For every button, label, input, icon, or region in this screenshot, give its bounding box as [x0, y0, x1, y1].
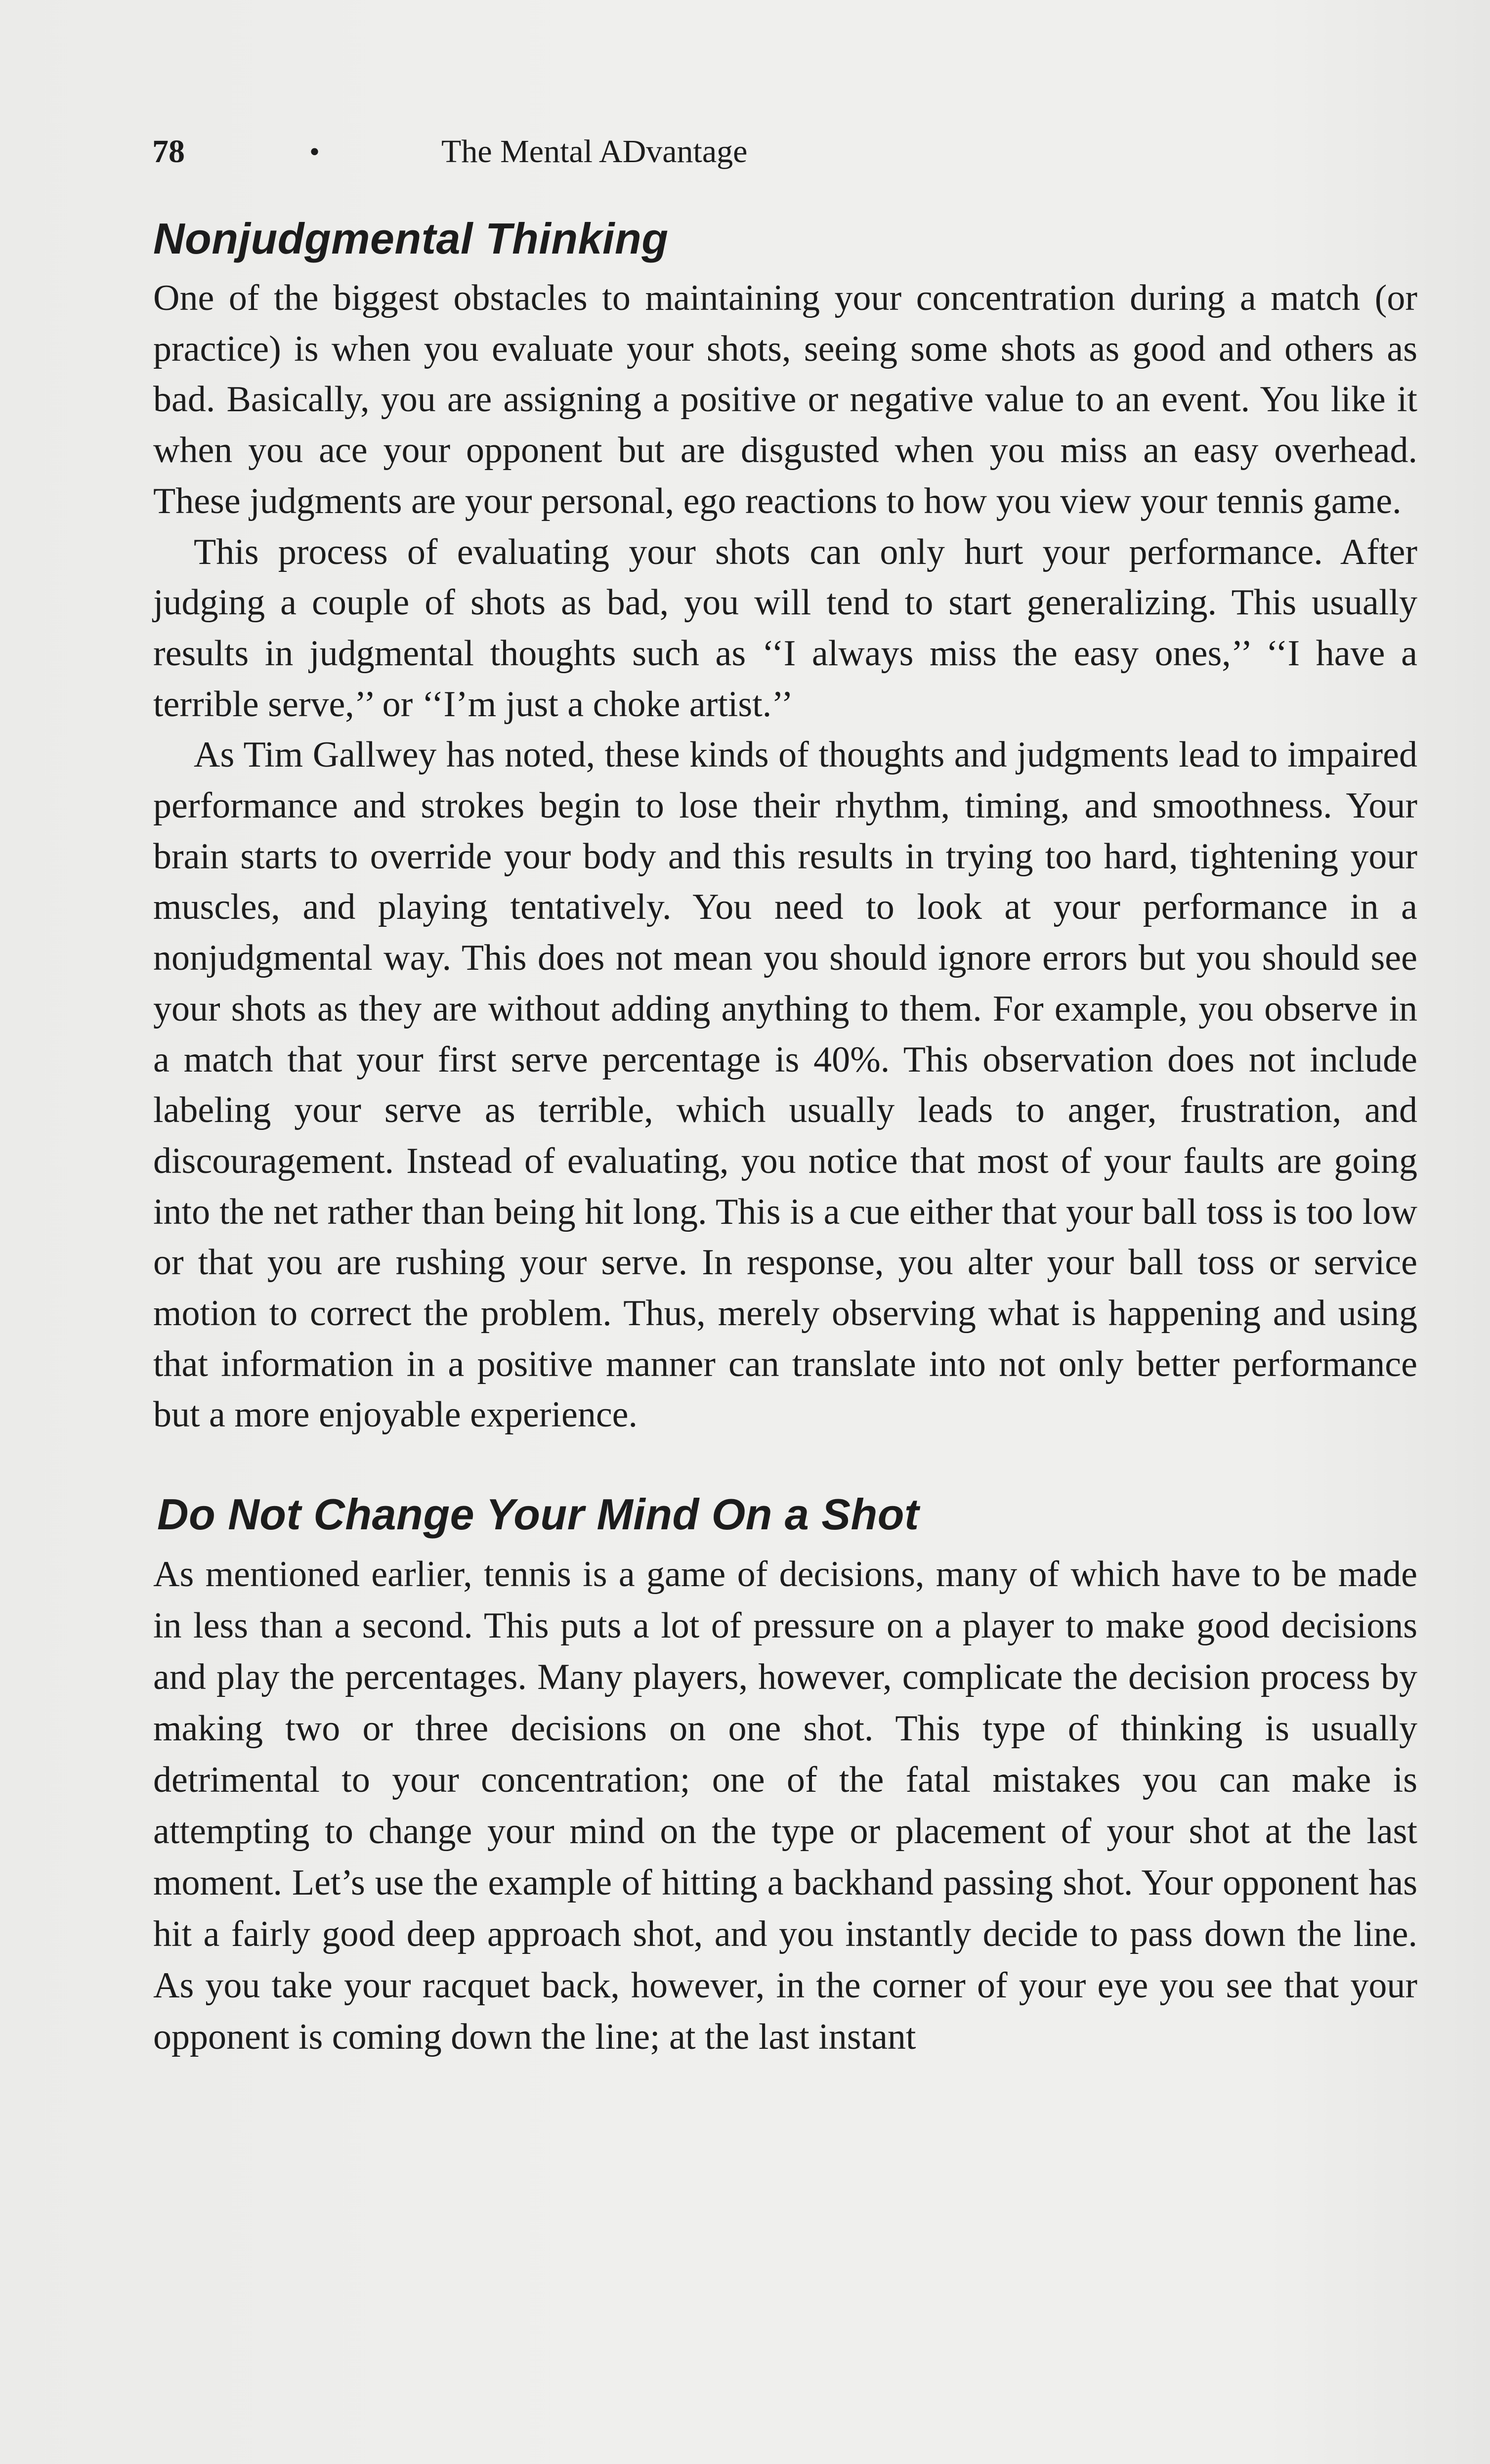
bullet-separator: •: [309, 135, 320, 168]
page-number: 78: [152, 133, 185, 170]
paragraph: As mentioned earlier, tennis is a game of decisions, many of which have to be made in less than a second. This puts a lot of pressure on a player to make good decisions and play the percentages. Many players, however, complicate the decision process by making two or three decisions on one shot. This type of thinking is usually detrimental to your concentration; one of the fatal mistakes you can make is attempting to change your mind on the type or placement of your shot at the last moment. Let’s use the example of hitting a backhand passing shot. Your opponent has hit a fairly good deep approach shot, and you instantly decide to pass down the line. As you take your racquet back, however, in the corner of your eye you see that your opponent is coming down the line; at the last instant: [153, 1554, 1417, 2058]
section-do-not-change-your-mind: [153, 1486, 1417, 2063]
section-nonjudgmental-thinking: [153, 210, 1417, 1440]
section-heading: Do Not Change Your Mind On a Shot: [157, 1490, 919, 1539]
paragraph: As Tim Gallwey has noted, these kinds of thoughts and judgments lead to impaired performance and strokes begin to lose their rhythm, timing, and smoothness. Your brain starts to override your body and this results in trying too hard, tightening your muscles, and playing tentatively. You need to look at your performance in a nonjudgmental way. This does not mean you should ignore errors but you should see your shots as they are without adding anything to them. For example, you observe in a match that your first serve percentage is 40%. This observation does not include labeling your serve as terrible, which usually leads to anger, frustration, and discouragement. Instead of evaluating, you notice that most of your faults are going into the net rather than being hit long. This is a cue either that your ball toss is too low or that you are rushing your serve. In response, you alter your ball toss or service motion to correct the problem. Thus, merely observing what is happening and using that information in a positive manner can translate into not only better performance but a more enjoyable experience.: [153, 735, 1417, 1435]
page-body: [153, 210, 1417, 2063]
paragraph: This process of evaluating your shots can only hurt your performance. After judging a couple of shots as bad, you will tend to start generalizing. This usually results in judgmental thoughts such as ‘‘I always miss the easy ones,’’ ‘‘I have a terrible serve,’’ or ‘‘I’m just a choke artist.’’: [153, 531, 1417, 725]
paragraph: One of the biggest obstacles to maintaining your concentration during a match (or practice) is when you evaluate your shots, seeing some shots as good and others as bad. Basically, you are assigning a positive or negative value to an event. You like it when you ace your opponent but are disgusted when you miss an easy overhead. These judgments are your personal, ego reactions to how you view your tennis game.: [153, 278, 1417, 521]
running-head: [152, 130, 1437, 174]
section-heading: Nonjudgmental Thinking: [153, 214, 669, 263]
book-title: The Mental ADvantage: [441, 133, 748, 170]
